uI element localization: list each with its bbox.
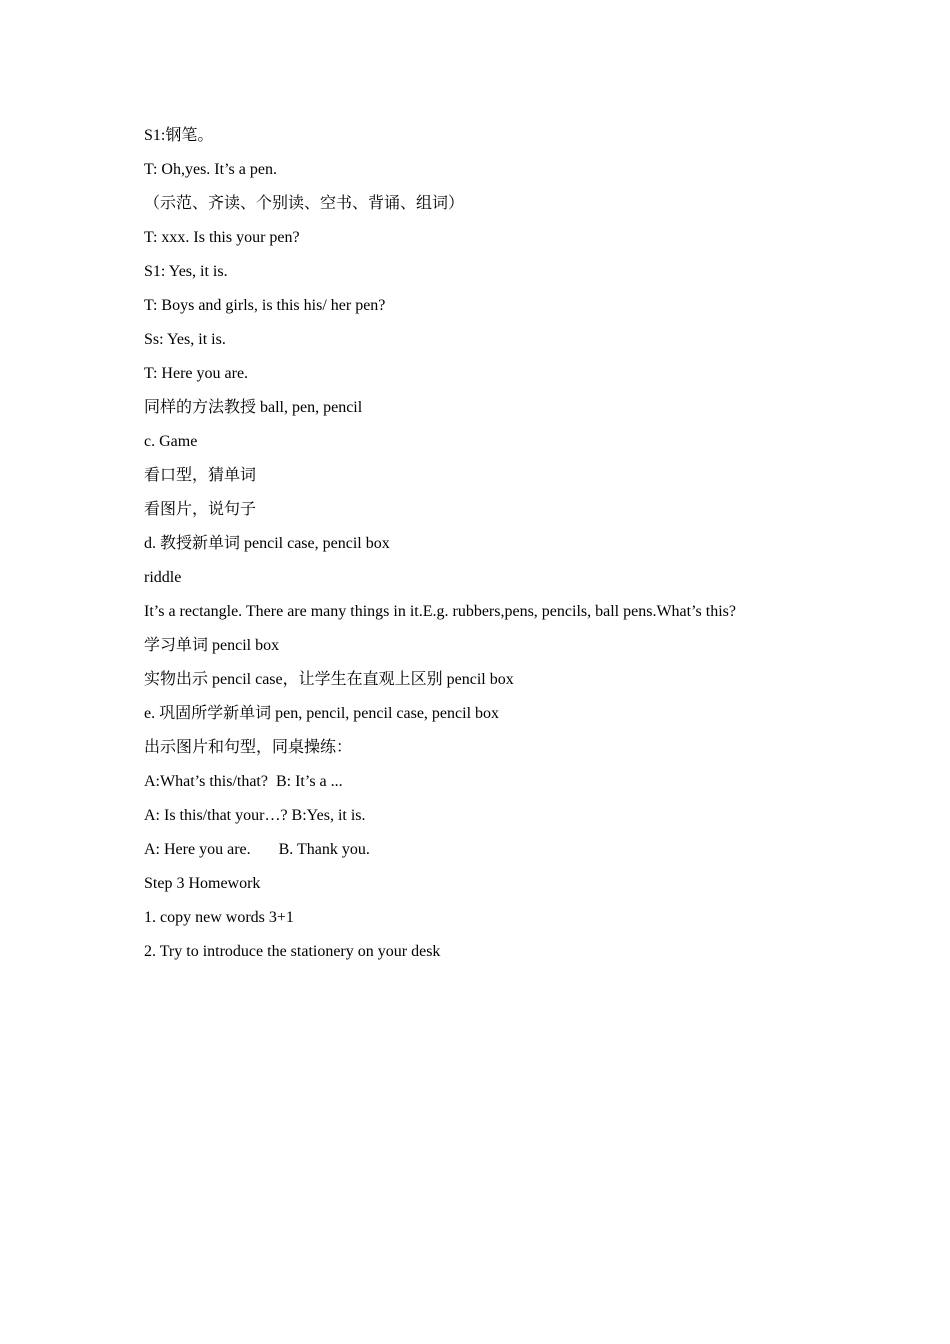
text-line: 看口型，猜单词: [144, 467, 257, 484]
text-line: e. 巩固所学新单词 pen, pencil, pencil case, pencil box: [144, 705, 500, 722]
text-line: 同样的方法教授 ball, pen, pencil: [144, 399, 363, 416]
text-line: S1: Yes, it is.: [144, 263, 228, 280]
text-line: A:What’s this/that? B: It’s a ...: [144, 773, 343, 790]
text-line: d. 教授新单词 pencil case, pencil box: [144, 535, 390, 552]
text-line: c. Game: [144, 433, 198, 450]
text-line: riddle: [144, 569, 182, 586]
text-line: T: xxx. Is this your pen?: [144, 229, 300, 246]
text-line: 出示图片和句型，同桌操练：: [144, 739, 353, 756]
text-line: （示范、齐读、个别读、空书、背诵、组词）: [144, 195, 465, 212]
text-line: Step 3 Homework: [144, 875, 261, 892]
text-line: T: Here you are.: [144, 365, 249, 382]
text-line: T: Boys and girls, is this his/ her pen?: [144, 297, 386, 314]
text-line: T: Oh,yes. It’s a pen.: [144, 161, 277, 178]
text-line: 学习单词 pencil box: [144, 637, 280, 654]
text-line: 看图片，说句子: [144, 501, 257, 518]
text-line: 1. copy new words 3+1: [144, 909, 294, 926]
document-body: [144, 124, 844, 974]
text-line: 实物出示 pencil case，让学生在直观上区别 pencil box: [144, 671, 514, 688]
text-line: A: Here you are. B. Thank you.: [144, 841, 370, 858]
text-line: S1:钢笔。: [144, 127, 214, 144]
text-line: 2. Try to introduce the stationery on your desk: [144, 943, 441, 960]
text-line: Ss: Yes, it is.: [144, 331, 226, 348]
text-line: It’s a rectangle. There are many things in it.E.g. rubbers,pens, pencils, ball pens.What’s this?: [144, 603, 736, 620]
text-line: A: Is this/that your…? B:Yes, it is.: [144, 807, 366, 824]
